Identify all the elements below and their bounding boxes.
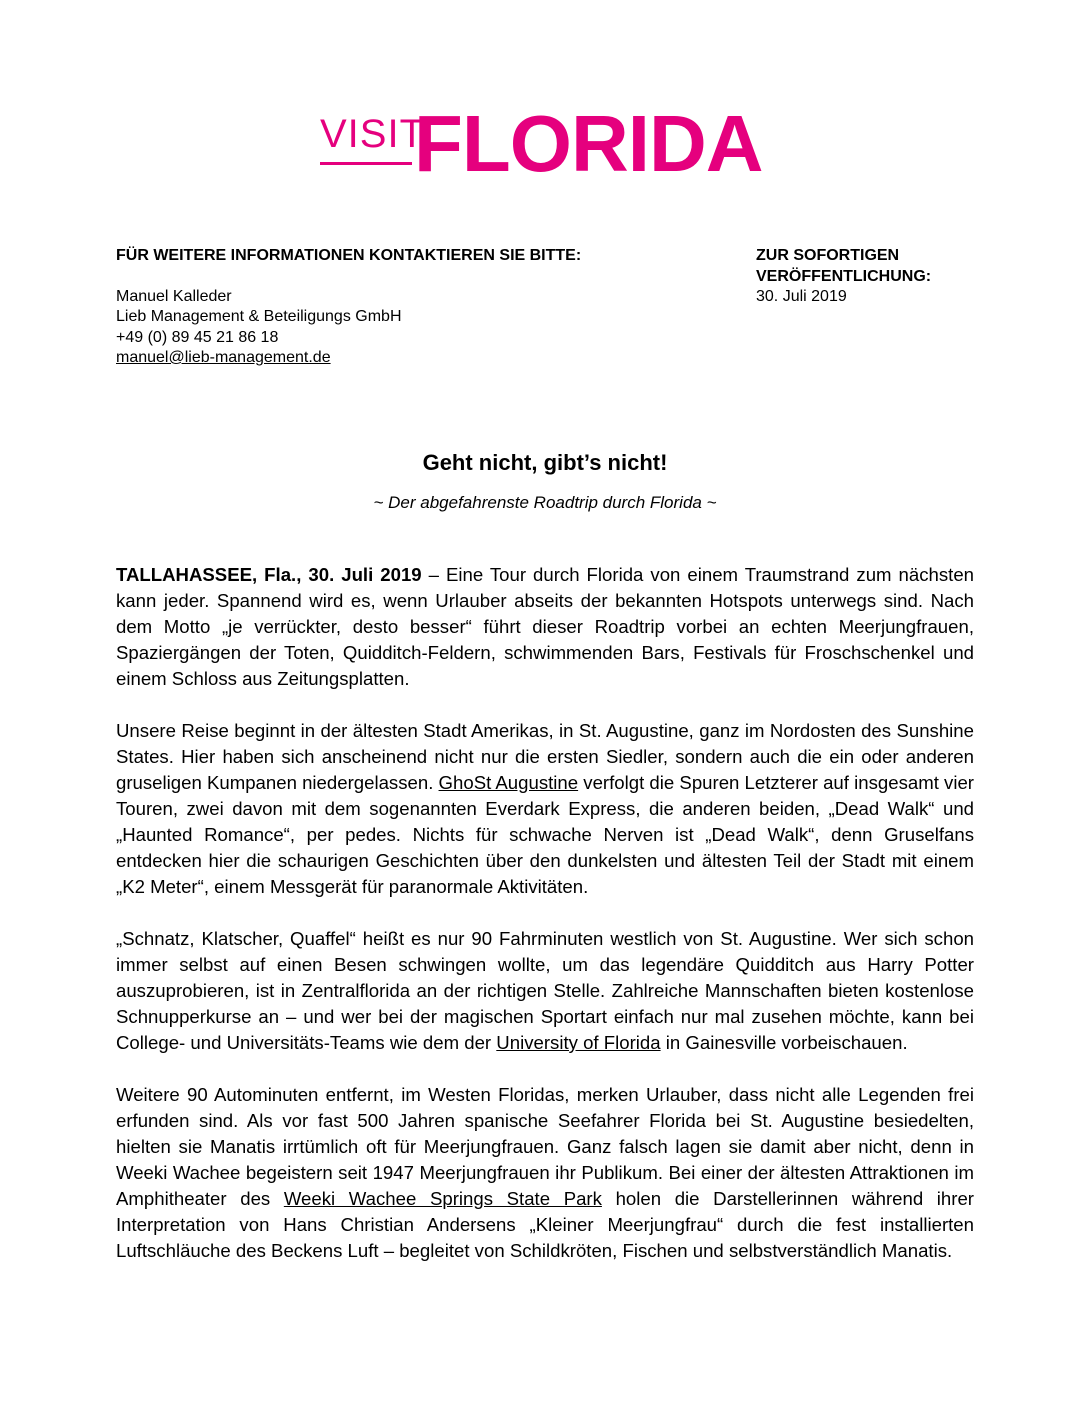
visit-florida-logo (318, 99, 778, 188)
paragraph-2 (116, 718, 974, 900)
paragraph-3-text-b: in Gainesville vorbeischauen. (660, 1032, 908, 1053)
paragraph-2-text-a: Unsere Reise beginnt in der ältesten Stadt Amerikas, in St. Augustine, ganz im Nordosten des Sunshine States. Hier haben sich anscheinend nicht nur die ersten Siedler, sondern auch die ein oder anderen gruseligen Kumpanen niedergelassen. (116, 720, 974, 793)
contact-email-link[interactable]: manuel@lieb-management.de (116, 349, 331, 366)
paragraph-4-text-b: holen die Darstellerinnen während ihrer Interpretation von Hans Christian Andersens „Kleiner Meerjungfrau“ durch die fest installierten Luftschläuche des Beckens Luft – begleitet von Schildkröten, Fischen und selbstverständlich Manatis. (116, 1188, 975, 1261)
contact-phone: +49 (0) 89 45 21 86 18 (116, 328, 279, 346)
weeki-wachee-link[interactable]: Weeki Wachee Springs State Park (283, 1188, 602, 1209)
contact-heading: FÜR WEITERE INFORMATIONEN KONTAKTIEREN SIE BITTE: (116, 247, 582, 264)
page-subtitle: ~ Der abgefahrenste Roadtrip durch Florida ~ (373, 493, 717, 512)
paragraph-1 (116, 562, 974, 692)
release-heading-2: VERÖFFENTLICHUNG: (756, 267, 932, 285)
release-date: 30. Juli 2019 (756, 288, 847, 305)
logo-florida-text: FLORIDA (414, 99, 763, 188)
contact-company: Lieb Management & Beteiligungs GmbH (116, 308, 402, 325)
paragraph-4-text-a: Weitere 90 Autominuten entfernt, im Westen Floridas, merken Urlauber, dass nicht alle Legenden frei erfunden sind. Als vor fast 500 Jahren spanische Seefahrer Florida bei St. Augustine besiedelten, hielten sie Manatis irrtümlich oft für Meerjungfrauen. Ganz falsch lagen sie damit aber nicht, denn in Weeki Wachee begeistern seit 1947 Meerjungfrauen ihr Publikum. Bei einer der ältesten Attraktionen im Amphitheater des (116, 1084, 974, 1209)
paragraph-2-text-b: verfolgt die Spuren Letzterer auf insgesamt vier Touren, zwei davon mit dem sogenannten Everdark Express, die anderen beiden, „Dead Walk“ und „Haunted Romance“, per pedes. Nichts für schwache Nerven ist „Dead Walk“, denn Gruselfans entdecken hier die schaurigen Geschichten über den dunkelsten und ältesten Teil der Stadt mit einem „K2 Meter“, einem Messgerät für paranormale Aktivitäten. (116, 772, 974, 897)
university-of-florida-link[interactable]: University of Florida (496, 1032, 661, 1053)
paragraph-4 (116, 1082, 974, 1264)
contact-block (116, 246, 716, 369)
page-title: Geht nicht, gibt’s nicht! (422, 450, 668, 475)
release-block (756, 246, 966, 308)
article-body (116, 562, 974, 1290)
dateline: TALLAHASSEE, Fla., 30. Juli 2019 (116, 564, 422, 585)
contact-name: Manuel Kalleder (116, 287, 232, 305)
ghost-augustine-link[interactable]: GhoSt Augustine (438, 772, 579, 793)
paragraph-3-text-a: „Schnatz, Klatscher, Quaffel“ heißt es nur 90 Fahrminuten westlich von St. Augustine. Wer sich schon immer selbst auf einen Besen schwingen wollte, um das legendäre Quidditch aus Harry Potter auszuprobieren, ist in Zentralflorida an der richtigen Stelle. Zahlreiche Mannschaften bieten kostenlose Schnupperkurse an – und wer bei der magischen Sportart einfach nur mal zusehen möchte, kann bei College- und Universitäts-Teams wie dem der (116, 928, 974, 1053)
logo-visit-text: VISIT (320, 112, 426, 156)
paragraph-1-text: – Eine Tour durch Florida von einem Traumstrand zum nächsten kann jeder. Spannend wird es, wenn Urlauber abseits der bekannten Hotspots unterwegs sind. Nach dem Motto „je verrückter, desto besser“ führt dieser Roadtrip vorbei an echten Meerjungfrauen, Spaziergängen der Toten, Quidditch-Feldern, schwimmenden Bars, Festivals für Froschschenkel und einem Schloss aus Zeitungsplatten. (116, 564, 975, 689)
paragraph-3 (116, 926, 974, 1056)
release-heading-1: ZUR SOFORTIGEN (756, 247, 900, 264)
logo-underline (320, 162, 412, 165)
